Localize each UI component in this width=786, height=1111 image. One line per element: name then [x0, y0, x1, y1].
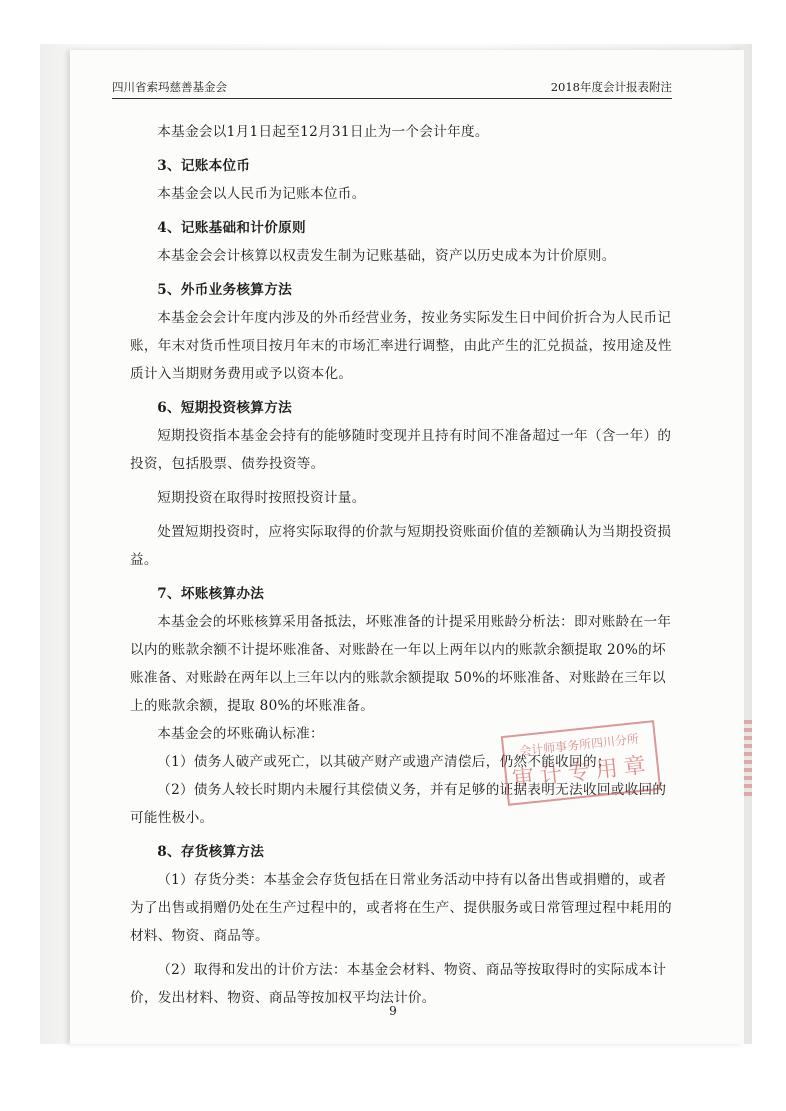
paragraph-bad-debt-method: 本基金会的坏账核算采用备抵法，坏账准备的计提采用账龄分析法：即对账龄在一年以内的账款余额不计提坏账准备、对账龄在一年以上两年以内的账款余额提取 20%的坏账准备、对账龄在两年以上三年以内的账款余额提取 50%的坏账准备、对账龄在三年以上的账款余额，提取 80%的坏账准备。 — [130, 614, 672, 714]
paragraph-short-term-investment-measurement: 短期投资在取得时按照投资计量。 — [157, 490, 366, 506]
heading-bad-debt: 7、坏账核算办法 — [157, 586, 265, 602]
paragraph-short-term-investment-disposal: 处置短期投资时，应将实际取得的价款与短期投资账面价值的差额确认为当期投资损益。 — [130, 524, 672, 568]
heading-inventory: 8、存货核算方法 — [157, 844, 265, 860]
page-header — [112, 76, 672, 99]
paragraph-bad-debt-criteria: 本基金会的坏账确认标准： — [157, 726, 324, 742]
list-item-bad-debt-2: （2）债务人较长时期内未履行其偿债义务，并有足够的证据表明无法收回或收回的可能性极小。 — [130, 782, 667, 826]
paragraph-accounting-basis: 本基金会会计核算以权责发生制为记账基础，资产以历史成本为计价原则。 — [157, 248, 616, 264]
audit-stamp-line1: 会计师事务所四川分所 — [518, 731, 640, 759]
document-body — [130, 118, 678, 1012]
heading-short-term-investment: 6、短期投资核算方法 — [157, 400, 292, 416]
heading-foreign-currency: 5、外币业务核算方法 — [157, 282, 292, 298]
seal-edge-mark — [744, 720, 752, 800]
header-organization: 四川省索玛慈善基金会 — [112, 80, 227, 94]
paragraph-inventory-classification: （1）存货分类：本基金会存货包括在日常业务活动中持有以备出售或捐赠的，或者为了出售或捐赠仍处在生产过程中的，或者将在生产、提供服务或日常管理过程中耗用的材料、物资、商品等。 — [130, 872, 672, 944]
paragraph-short-term-investment-definition: 短期投资指本基金会持有的能够随时变现并且持有时间不准备超过一年（含一年）的投资，包括股票、债券投资等。 — [130, 428, 672, 472]
paragraph-functional-currency: 本基金会以人民币为记账本位币。 — [157, 186, 366, 202]
heading-accounting-basis: 4、记账基础和计价原则 — [157, 220, 306, 236]
paragraph-foreign-currency: 本基金会会计年度内涉及的外币经营业务，按业务实际发生日中间价折合为人民币记账，年末对货币性项目按月年末的市场汇率进行调整，由此产生的汇兑损益，按用途及性质计入当期财务费用或予以资本化。 — [130, 310, 672, 382]
header-report-title: 2018年度会计报表附注 — [550, 80, 672, 94]
page-number: 9 — [389, 1004, 397, 1018]
audit-stamp-line2: 审计专用章 — [511, 752, 653, 793]
paragraph-inventory-valuation: （2）取得和发出的计价方法：本基金会材料、物资、商品等按取得时的实际成本计价，发出材料、物资、商品等按加权平均法计价。 — [130, 962, 667, 1006]
heading-functional-currency: 3、记账本位币 — [157, 158, 251, 174]
paragraph-fiscal-year: 本基金会以1月1日起至12月31日止为一个会计年度。 — [157, 124, 489, 140]
list-item-bad-debt-1: （1）债务人破产或死亡，以其破产财产或遗产清偿后，仍然不能收回的； — [157, 754, 611, 770]
